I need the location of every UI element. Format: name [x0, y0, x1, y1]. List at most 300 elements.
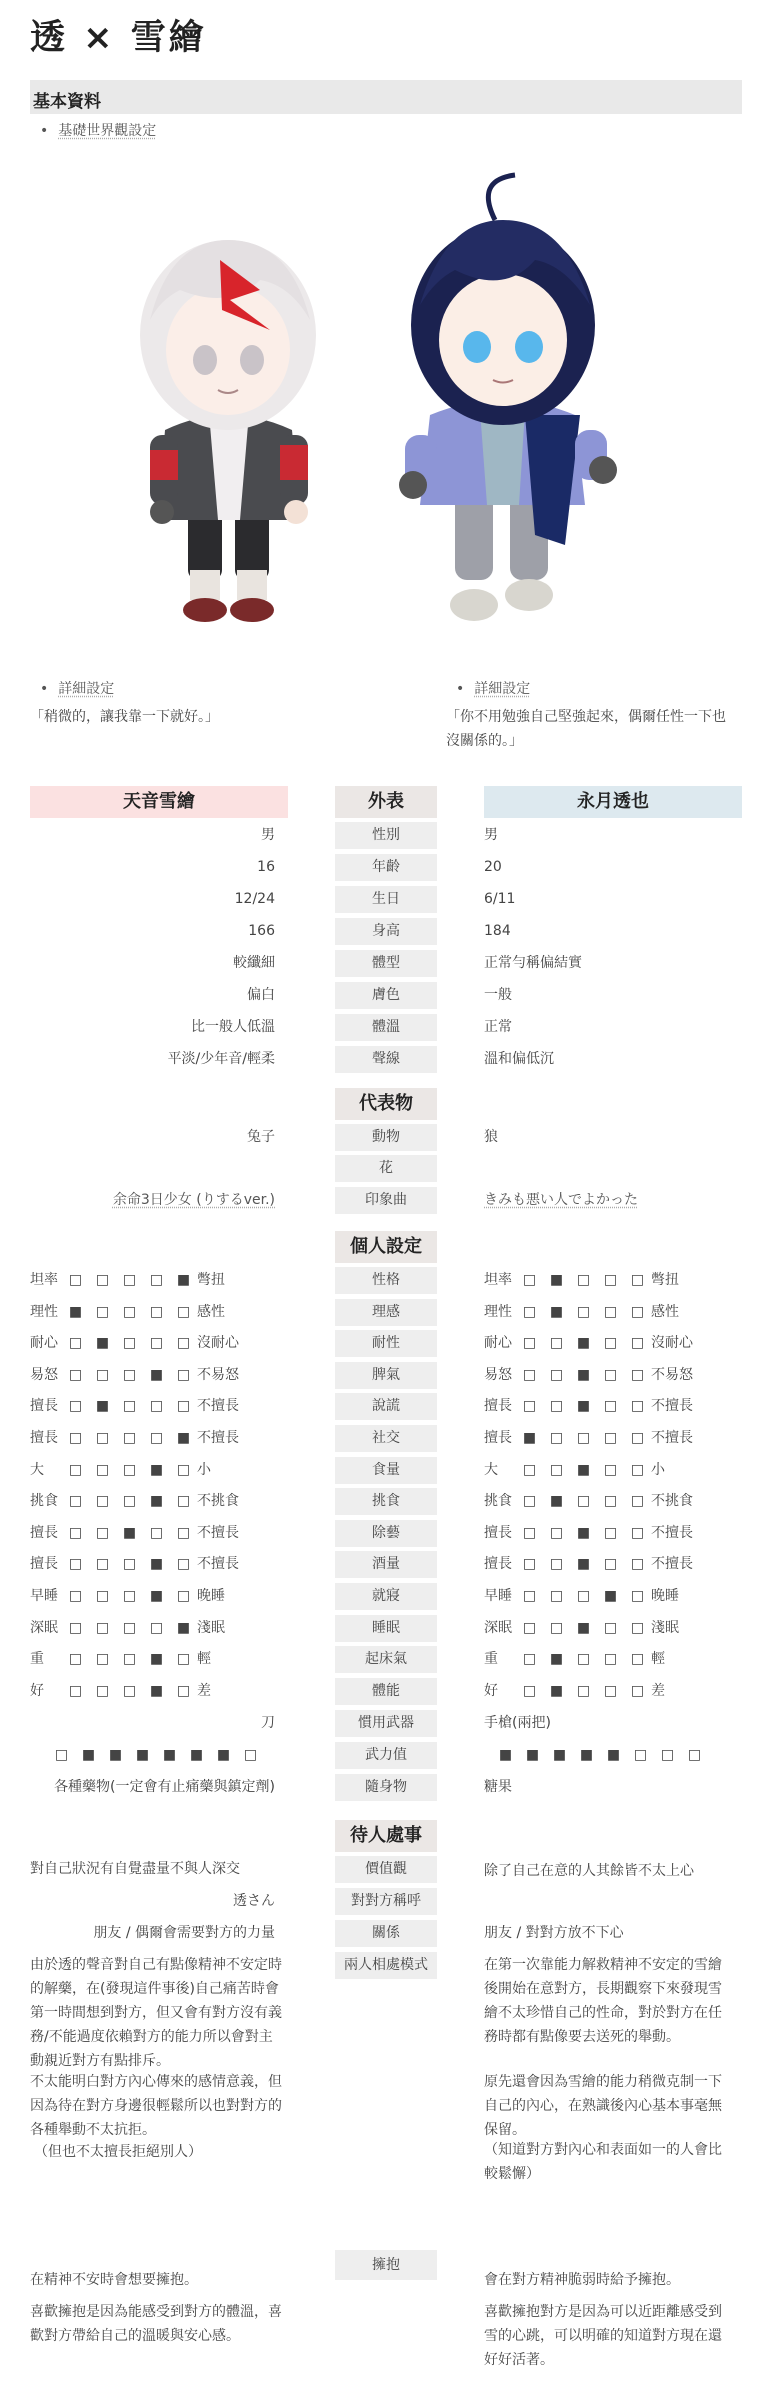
- right-personality-scale: [484, 1393, 693, 1420]
- scale-marker-empty: □: [95, 1303, 110, 1320]
- appearance-label: 體型: [335, 950, 437, 977]
- right-hug-1: 會在對方精神脆弱時給予擁抱。: [484, 2272, 680, 2288]
- left-personality-scale: [30, 1457, 211, 1484]
- left-appearance-value: 比一般人低溫: [191, 1019, 275, 1035]
- scale-marker-empty: □: [549, 1588, 564, 1604]
- scale-marker-empty: □: [522, 1619, 537, 1636]
- scale-marker-empty: □: [95, 1430, 110, 1446]
- scale-high-label: 輕: [651, 1651, 665, 1668]
- scale-marker-empty: □: [630, 1335, 645, 1352]
- scale-marker-filled: ■: [149, 1651, 164, 1668]
- right-values: 除了自己在意的人其餘皆不太上心: [484, 1863, 694, 1879]
- scale-low-label: 坦率: [30, 1272, 58, 1288]
- yukie-illustration: [110, 200, 350, 640]
- left-call: 透さん: [233, 1893, 275, 1909]
- power-marker-filled: ■: [552, 1747, 567, 1763]
- scale-marker-empty: □: [522, 1651, 537, 1668]
- scale-marker-empty: □: [95, 1272, 110, 1288]
- scale-high-label: 不挑食: [651, 1493, 693, 1510]
- weapon-label: 慣用武器: [335, 1710, 437, 1737]
- scale-marker-filled: ■: [576, 1398, 591, 1415]
- scale-marker-empty: □: [68, 1682, 83, 1699]
- scale-marker-empty: □: [603, 1272, 618, 1288]
- left-character-name: 天音雪繪: [30, 786, 288, 818]
- scale-marker-empty: □: [68, 1430, 83, 1446]
- scale-low-label: 挑食: [30, 1493, 58, 1510]
- hug-label: 擁抱: [335, 2250, 437, 2280]
- scale-marker-empty: □: [522, 1366, 537, 1383]
- right-song-link[interactable]: きみも悪い人でよかった: [484, 1192, 638, 1208]
- scale-marker-empty: □: [603, 1366, 618, 1383]
- scale-marker-empty: □: [522, 1303, 537, 1320]
- left-appearance-value: 12/24: [234, 891, 275, 907]
- left-animal: 兔子: [247, 1129, 275, 1145]
- scale-marker-empty: □: [149, 1272, 164, 1288]
- scale-marker-empty: □: [122, 1493, 137, 1510]
- scale-marker-empty: □: [522, 1335, 537, 1352]
- scale-low-label: 擅長: [484, 1524, 512, 1541]
- left-appearance-value: 16: [257, 859, 275, 875]
- scale-marker-empty: □: [68, 1524, 83, 1541]
- scale-marker-empty: □: [176, 1556, 191, 1573]
- scale-marker-empty: □: [603, 1556, 618, 1573]
- scale-marker-empty: □: [95, 1619, 110, 1636]
- left-personality-scale: [30, 1551, 239, 1578]
- scale-marker-empty: □: [603, 1335, 618, 1352]
- right-quote: 「你不用勉強自己堅強起來，偶爾任性一下也沒關係的。」: [446, 709, 726, 749]
- scale-high-label: 不擅長: [651, 1398, 693, 1415]
- left-hug-1: 在精神不安時會想要擁抱。: [30, 2272, 198, 2288]
- right-personality-scale: [484, 1457, 665, 1484]
- right-detail-link[interactable]: 詳細設定: [474, 681, 531, 697]
- scale-low-label: 挑食: [484, 1493, 512, 1510]
- right-power-scale: [492, 1742, 708, 1769]
- right-personality-scale: [484, 1299, 679, 1326]
- left-weapon: 刀: [261, 1715, 275, 1731]
- scale-low-label: 理性: [30, 1303, 58, 1320]
- power-marker-empty: □: [243, 1747, 258, 1763]
- scale-marker-filled: ■: [576, 1335, 591, 1352]
- scale-marker-filled: ■: [68, 1303, 83, 1320]
- scale-low-label: 擅長: [484, 1430, 512, 1446]
- scale-low-label: 擅長: [484, 1556, 512, 1573]
- right-appearance-value: 正常勻稱偏結實: [484, 955, 582, 971]
- values-label: 價值觀: [335, 1856, 437, 1883]
- scale-marker-empty: □: [522, 1493, 537, 1510]
- power-label: 武力值: [335, 1742, 437, 1769]
- personality-label: 社交: [335, 1425, 437, 1452]
- scale-low-label: 大: [484, 1461, 498, 1478]
- scale-low-label: 耐心: [484, 1335, 512, 1352]
- scale-low-label: 易怒: [30, 1366, 58, 1383]
- left-personality-scale: [30, 1615, 225, 1642]
- scale-marker-empty: □: [630, 1493, 645, 1510]
- scale-low-label: 擅長: [484, 1398, 512, 1415]
- scale-high-label: 沒耐心: [651, 1335, 693, 1352]
- scale-marker-empty: □: [630, 1556, 645, 1573]
- scale-marker-filled: ■: [549, 1493, 564, 1510]
- left-power-scale: [48, 1742, 264, 1769]
- scale-high-label: 小: [651, 1461, 665, 1478]
- scale-low-label: 大: [30, 1461, 44, 1478]
- scale-marker-empty: □: [95, 1493, 110, 1510]
- scale-high-label: 淺眠: [651, 1619, 679, 1636]
- right-appearance-value: 184: [484, 923, 511, 939]
- scale-high-label: 不擅長: [651, 1556, 693, 1573]
- scale-high-label: 淺眠: [197, 1619, 225, 1636]
- scale-low-label: 擅長: [30, 1556, 58, 1573]
- left-pattern-1: 由於透的聲音對自己有點像精神不安定時的解藥，在(發現這件事後)自己痛苦時會第一時間想到對方，但又會有對方沒有義務/不能過度依賴對方的能力所以會對主動親近對方有點排斥。: [30, 1957, 282, 2069]
- appearance-label: 聲線: [335, 1046, 437, 1073]
- scale-marker-empty: □: [630, 1588, 645, 1604]
- scale-marker-filled: ■: [176, 1272, 191, 1288]
- right-song: [484, 1187, 742, 1214]
- scale-marker-empty: □: [68, 1272, 83, 1288]
- left-personality-scale: [30, 1330, 239, 1357]
- scale-marker-empty: □: [122, 1588, 137, 1604]
- right-carry: 糖果: [484, 1779, 512, 1795]
- right-appearance-value: 6/11: [484, 891, 516, 907]
- scale-low-label: 耐心: [30, 1335, 58, 1352]
- scale-marker-empty: □: [95, 1366, 110, 1383]
- scale-marker-empty: □: [122, 1619, 137, 1636]
- scale-high-label: 感性: [197, 1303, 225, 1320]
- scale-low-label: 深眠: [484, 1619, 512, 1636]
- scale-marker-empty: □: [549, 1366, 564, 1383]
- scale-marker-empty: □: [176, 1303, 191, 1320]
- left-personality-scale: [30, 1520, 239, 1547]
- scale-marker-empty: □: [122, 1272, 137, 1288]
- right-personality-scale: [484, 1583, 679, 1610]
- carry-label: 隨身物: [335, 1774, 437, 1801]
- scale-marker-empty: □: [68, 1335, 83, 1352]
- right-personality-scale: [484, 1267, 679, 1294]
- scale-marker-empty: □: [68, 1398, 83, 1415]
- left-values: 對自己狀況有自覺盡量不與人深交: [30, 1861, 240, 1877]
- scale-marker-empty: □: [576, 1430, 591, 1446]
- right-appearance-value: 正常: [484, 1019, 512, 1035]
- scale-marker-empty: □: [122, 1430, 137, 1446]
- personality-label: 除藝: [335, 1520, 437, 1547]
- left-hug-2: 喜歡擁抱是因為能感受到對方的體溫，喜歡對方帶給自己的溫暖與安心感。: [30, 2304, 282, 2344]
- scale-marker-empty: □: [549, 1335, 564, 1352]
- scale-marker-empty: □: [630, 1619, 645, 1636]
- right-pattern-3: （知道對方對內心和表面如一的人會比較鬆懈）: [484, 2142, 722, 2182]
- scale-marker-empty: □: [176, 1398, 191, 1415]
- scale-high-label: 不擅長: [651, 1430, 693, 1446]
- animal-label: 動物: [335, 1124, 437, 1151]
- scale-marker-filled: ■: [176, 1430, 191, 1446]
- scale-high-label: 彆扭: [651, 1272, 679, 1288]
- scale-marker-empty: □: [176, 1335, 191, 1352]
- scale-low-label: 易怒: [484, 1366, 512, 1383]
- power-marker-filled: ■: [108, 1747, 123, 1763]
- appearance-label: 身高: [335, 918, 437, 945]
- scale-marker-filled: ■: [122, 1524, 137, 1541]
- scale-marker-empty: □: [176, 1682, 191, 1699]
- world-setting-link[interactable]: 基礎世界觀設定: [58, 123, 157, 139]
- scale-marker-empty: □: [549, 1619, 564, 1636]
- right-character-name: 永月透也: [484, 786, 742, 818]
- scale-marker-empty: □: [176, 1493, 191, 1510]
- scale-marker-empty: □: [522, 1556, 537, 1573]
- personality-label: 體能: [335, 1678, 437, 1705]
- scale-high-label: 彆扭: [197, 1272, 225, 1288]
- left-personality-scale: [30, 1362, 239, 1389]
- appearance-label: 年齡: [335, 854, 437, 881]
- power-marker-filled: ■: [216, 1747, 231, 1763]
- personality-label: 脾氣: [335, 1362, 437, 1389]
- scale-marker-filled: ■: [549, 1682, 564, 1699]
- scale-marker-empty: □: [176, 1651, 191, 1668]
- personality-label: 睡眠: [335, 1615, 437, 1642]
- power-marker-empty: □: [54, 1747, 69, 1763]
- left-quote: 「稍微的，讓我靠一下就好。」: [30, 709, 219, 725]
- scale-marker-empty: □: [549, 1556, 564, 1573]
- scale-marker-empty: □: [68, 1461, 83, 1478]
- appearance-label: 體溫: [335, 1014, 437, 1041]
- left-song: [30, 1187, 275, 1214]
- symbols-header: 代表物: [335, 1088, 437, 1120]
- right-detail-item: [456, 678, 530, 698]
- left-appearance-value: 平淡/少年音/輕柔: [167, 1051, 275, 1067]
- scale-marker-empty: □: [95, 1461, 110, 1478]
- left-song-link[interactable]: 余命3日少女 (りするver.): [112, 1192, 275, 1208]
- left-relation: 朋友 / 偶爾會需要對方的力量: [93, 1925, 275, 1941]
- scale-marker-filled: ■: [176, 1619, 191, 1636]
- section-title: 基本資料: [30, 80, 742, 114]
- scale-marker-filled: ■: [149, 1493, 164, 1510]
- scale-marker-empty: □: [149, 1619, 164, 1636]
- pattern-label: 兩人相處模式: [335, 1952, 437, 1979]
- song-label: 印象曲: [335, 1187, 437, 1214]
- scale-marker-empty: □: [176, 1461, 191, 1478]
- power-marker-empty: □: [687, 1747, 702, 1763]
- scale-marker-empty: □: [630, 1272, 645, 1288]
- scale-marker-empty: □: [122, 1556, 137, 1573]
- scale-high-label: 輕: [197, 1651, 211, 1668]
- scale-high-label: 不擅長: [651, 1524, 693, 1541]
- scale-high-label: 晚睡: [197, 1588, 225, 1604]
- scale-marker-empty: □: [522, 1272, 537, 1288]
- personal-header: 個人設定: [335, 1231, 437, 1263]
- scale-marker-filled: ■: [149, 1682, 164, 1699]
- scale-marker-empty: □: [122, 1461, 137, 1478]
- personality-label: 挑食: [335, 1488, 437, 1515]
- scale-marker-empty: □: [549, 1430, 564, 1446]
- scale-marker-empty: □: [549, 1461, 564, 1478]
- scale-marker-empty: □: [522, 1524, 537, 1541]
- scale-marker-empty: □: [630, 1682, 645, 1699]
- scale-low-label: 擅長: [30, 1398, 58, 1415]
- scale-marker-filled: ■: [549, 1651, 564, 1668]
- scale-marker-empty: □: [522, 1461, 537, 1478]
- left-appearance-value: 較纖細: [233, 955, 275, 971]
- scale-marker-empty: □: [576, 1303, 591, 1320]
- power-marker-filled: ■: [579, 1747, 594, 1763]
- scale-low-label: 早睡: [484, 1588, 512, 1604]
- scale-marker-empty: □: [576, 1272, 591, 1288]
- scale-marker-filled: ■: [576, 1461, 591, 1478]
- right-personality-scale: [484, 1330, 693, 1357]
- scale-low-label: 早睡: [30, 1588, 58, 1604]
- scale-marker-empty: □: [603, 1651, 618, 1668]
- scale-marker-empty: □: [603, 1619, 618, 1636]
- scale-marker-empty: □: [522, 1588, 537, 1604]
- scale-low-label: 坦率: [484, 1272, 512, 1288]
- scale-marker-empty: □: [603, 1461, 618, 1478]
- right-appearance-value: 男: [484, 827, 498, 843]
- left-personality-scale: [30, 1646, 211, 1673]
- right-appearance-value: 20: [484, 859, 502, 875]
- scale-high-label: 感性: [651, 1303, 679, 1320]
- left-appearance-value: 166: [248, 923, 275, 939]
- scale-low-label: 好: [484, 1682, 498, 1699]
- personality-label: 理感: [335, 1299, 437, 1326]
- right-personality-scale: [484, 1646, 665, 1673]
- right-personality-scale: [484, 1551, 693, 1578]
- scale-marker-empty: □: [68, 1556, 83, 1573]
- right-personality-scale: [484, 1488, 693, 1515]
- scale-marker-empty: □: [630, 1398, 645, 1415]
- scale-low-label: 深眠: [30, 1619, 58, 1636]
- appearance-label: 性別: [335, 822, 437, 849]
- scale-marker-empty: □: [603, 1398, 618, 1415]
- scale-marker-filled: ■: [149, 1556, 164, 1573]
- scale-marker-empty: □: [149, 1524, 164, 1541]
- right-appearance-value: 一般: [484, 987, 512, 1003]
- scale-low-label: 擅長: [30, 1430, 58, 1446]
- left-personality-scale: [30, 1425, 239, 1452]
- power-marker-filled: ■: [162, 1747, 177, 1763]
- right-pattern-2: 原先還會因為雪繪的能力稍微克制一下自己的內心，在熟識後內心基本事毫無保留。: [484, 2074, 722, 2138]
- scale-high-label: 不易怒: [197, 1366, 239, 1383]
- scale-high-label: 不擅長: [197, 1556, 239, 1573]
- call-label: 對對方稱呼: [335, 1888, 437, 1915]
- scale-marker-empty: □: [68, 1366, 83, 1383]
- scale-high-label: 差: [651, 1682, 665, 1699]
- scale-high-label: 差: [197, 1682, 211, 1699]
- scale-marker-empty: □: [95, 1682, 110, 1699]
- power-marker-filled: ■: [189, 1747, 204, 1763]
- scale-marker-empty: □: [603, 1493, 618, 1510]
- scale-marker-empty: □: [630, 1651, 645, 1668]
- scale-marker-filled: ■: [576, 1524, 591, 1541]
- right-relation: 朋友 / 對對方放不下心: [484, 1925, 624, 1941]
- scale-marker-empty: □: [122, 1303, 137, 1320]
- scale-marker-empty: □: [149, 1335, 164, 1352]
- left-personality-scale: [30, 1678, 211, 1705]
- scale-marker-empty: □: [576, 1682, 591, 1699]
- scale-marker-empty: □: [68, 1651, 83, 1668]
- scale-low-label: 擅長: [30, 1524, 58, 1541]
- scale-marker-empty: □: [603, 1524, 618, 1541]
- power-marker-empty: □: [633, 1747, 648, 1763]
- right-hug-2: 喜歡擁抱對方是因為可以近距離感受到雪的心跳，可以明確的知道對方現在還好好活著。: [484, 2304, 722, 2368]
- scale-marker-empty: □: [122, 1398, 137, 1415]
- scale-marker-empty: □: [176, 1366, 191, 1383]
- scale-high-label: 不擅長: [197, 1398, 239, 1415]
- scale-marker-empty: □: [68, 1493, 83, 1510]
- world-setting-item: [40, 120, 156, 140]
- scale-marker-empty: □: [576, 1588, 591, 1604]
- personality-label: 就寢: [335, 1583, 437, 1610]
- right-personality-scale: [484, 1678, 665, 1705]
- scale-low-label: 重: [30, 1651, 44, 1668]
- scale-marker-empty: □: [576, 1493, 591, 1510]
- scale-marker-empty: □: [122, 1682, 137, 1699]
- scale-marker-empty: □: [95, 1524, 110, 1541]
- scale-marker-empty: □: [68, 1588, 83, 1604]
- scale-marker-empty: □: [149, 1430, 164, 1446]
- scale-marker-empty: □: [95, 1556, 110, 1573]
- scale-marker-empty: □: [149, 1398, 164, 1415]
- scale-marker-filled: ■: [576, 1619, 591, 1636]
- scale-high-label: 小: [197, 1461, 211, 1478]
- personality-label: 食量: [335, 1457, 437, 1484]
- scale-high-label: 不挑食: [197, 1493, 239, 1510]
- treatment-header: 待人處事: [335, 1820, 437, 1852]
- scale-marker-empty: □: [549, 1398, 564, 1415]
- right-weapon: 手槍(兩把): [484, 1715, 551, 1731]
- scale-marker-filled: ■: [149, 1366, 164, 1383]
- scale-marker-filled: ■: [549, 1272, 564, 1288]
- scale-marker-empty: □: [122, 1366, 137, 1383]
- left-personality-scale: [30, 1299, 225, 1326]
- scale-low-label: 理性: [484, 1303, 512, 1320]
- right-personality-scale: [484, 1520, 693, 1547]
- scale-marker-empty: □: [630, 1524, 645, 1541]
- scale-marker-empty: □: [630, 1366, 645, 1383]
- scale-marker-filled: ■: [95, 1398, 110, 1415]
- left-personality-scale: [30, 1488, 239, 1515]
- scale-marker-empty: □: [630, 1430, 645, 1446]
- left-personality-scale: [30, 1267, 225, 1294]
- personality-label: 酒量: [335, 1551, 437, 1578]
- scale-high-label: 不易怒: [651, 1366, 693, 1383]
- left-pattern-2: 不太能明白對方內心傳來的感情意義，但因為待在對方身邊很輕鬆所以也對對方的各種舉動不太抗拒。: [30, 2074, 282, 2138]
- scale-marker-empty: □: [122, 1651, 137, 1668]
- scale-marker-empty: □: [122, 1335, 137, 1352]
- scale-marker-empty: □: [149, 1303, 164, 1320]
- scale-marker-empty: □: [522, 1398, 537, 1415]
- appearance-header: 外表: [335, 786, 437, 818]
- scale-marker-filled: ■: [576, 1366, 591, 1383]
- appearance-label: 膚色: [335, 982, 437, 1009]
- right-personality-scale: [484, 1615, 679, 1642]
- personality-label: 性格: [335, 1267, 437, 1294]
- scale-low-label: 重: [484, 1651, 498, 1668]
- left-personality-scale: [30, 1393, 239, 1420]
- scale-marker-filled: ■: [522, 1430, 537, 1446]
- power-marker-empty: □: [660, 1747, 675, 1763]
- left-detail-link[interactable]: 詳細設定: [58, 681, 115, 697]
- page-title: 透 × 雪繪: [30, 18, 207, 58]
- scale-marker-empty: □: [522, 1682, 537, 1699]
- right-animal: 狼: [484, 1129, 498, 1145]
- scale-marker-filled: ■: [576, 1556, 591, 1573]
- left-personality-scale: [30, 1583, 225, 1610]
- personality-label: 起床氣: [335, 1646, 437, 1673]
- scale-high-label: 不擅長: [197, 1524, 239, 1541]
- power-marker-filled: ■: [135, 1747, 150, 1763]
- scale-marker-filled: ■: [95, 1335, 110, 1352]
- scale-marker-empty: □: [95, 1651, 110, 1668]
- left-appearance-value: 男: [261, 827, 275, 843]
- relation-label: 關係: [335, 1920, 437, 1947]
- power-marker-filled: ■: [498, 1747, 513, 1763]
- scale-marker-empty: □: [576, 1651, 591, 1668]
